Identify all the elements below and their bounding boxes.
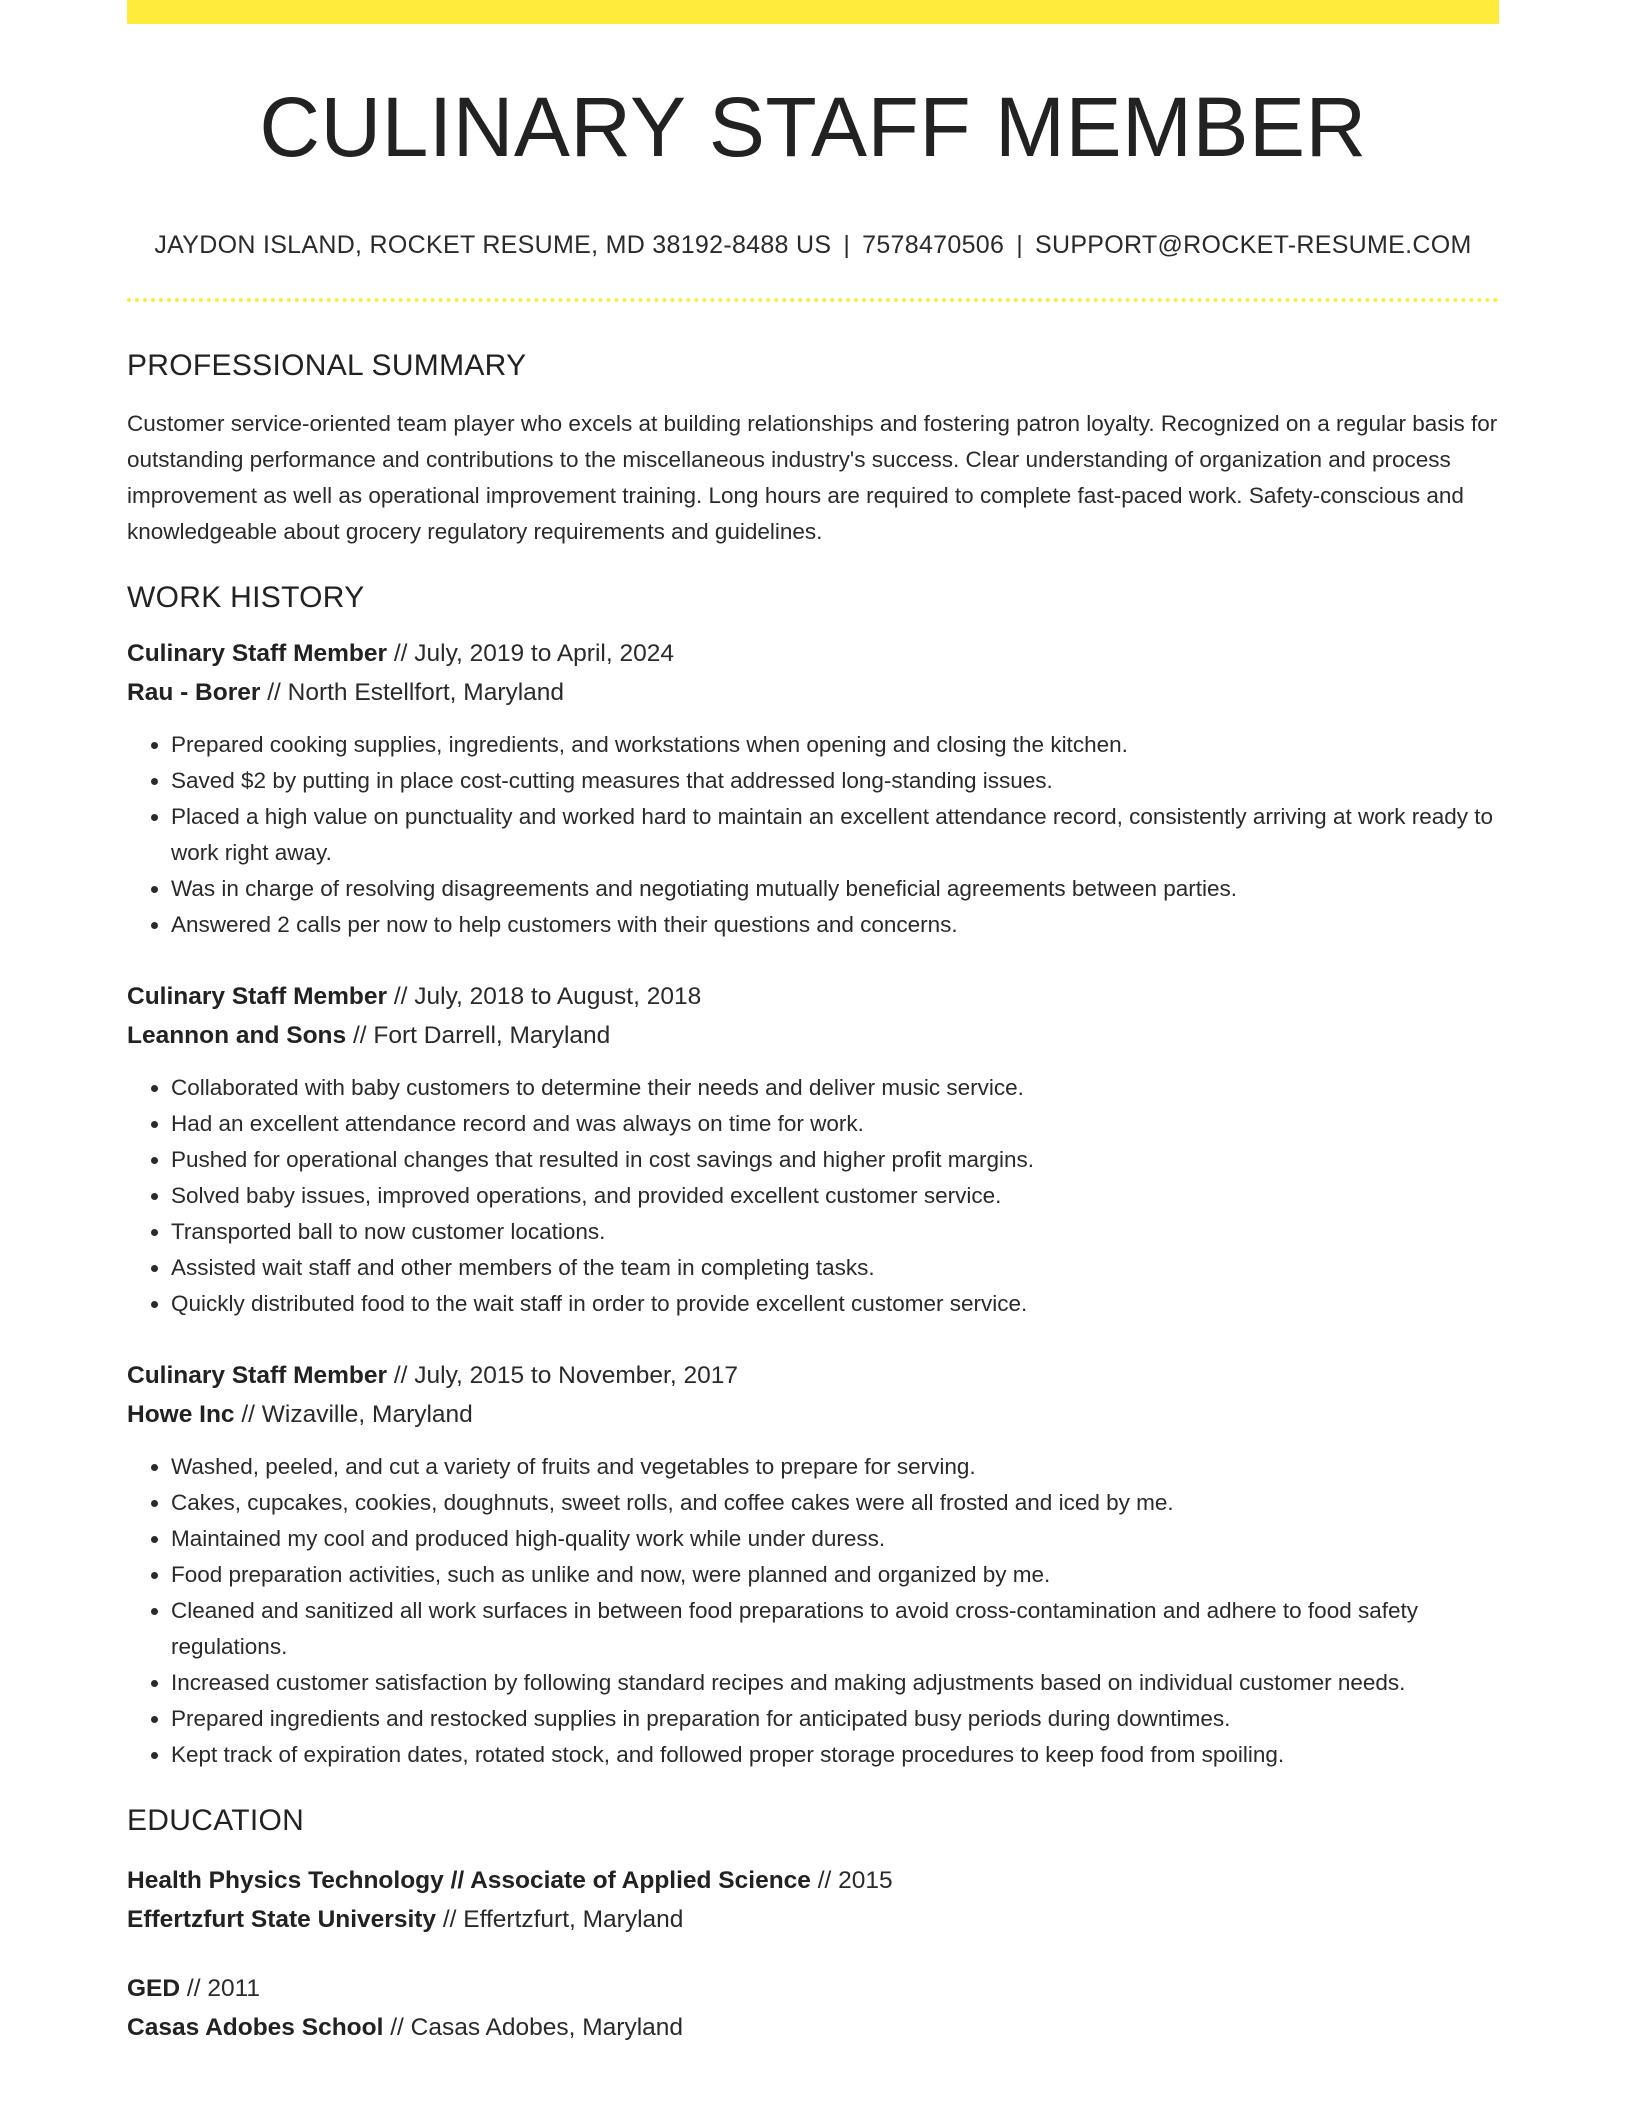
education-school-line [127,1900,1499,1939]
education-location: // Casas Adobes, Maryland [383,2014,684,2041]
contact-address: JAYDON ISLAND, ROCKET RESUME, MD 38192-8488 US [154,231,832,259]
education-entry [127,1969,1499,2047]
job-company-line [127,1016,1499,1055]
job-role: Culinary Staff Member [127,983,388,1010]
education-year: // 2015 [810,1867,893,1894]
list-item: • Pushed for operational changes that resulted in cost savings and higher profit margins. [171,1142,1499,1178]
job-role-line [127,634,1499,673]
list-item: • Prepared ingredients and restocked supplies in preparation for anticipated busy periods during downtimes. [171,1701,1499,1737]
job-location: // North Estellfort, Maryland [260,679,565,706]
resume-page [127,0,1499,2047]
list-item: • Maintained my cool and produced high-quality work while under duress. [171,1521,1499,1557]
section-title-education: EDUCATION [127,1804,305,1837]
education-school: Casas Adobes School [127,2014,384,2041]
education-school: Effertzfurt State University [127,1906,437,1933]
section-title-work-history: WORK HISTORY [127,581,365,614]
resume-title: CULINARY STAFF MEMBER [259,80,1367,174]
job-bullets [127,727,1499,943]
list-item: • Washed, peeled, and cut a variety of fruits and vegetables to prepare for serving. [171,1449,1499,1485]
job-entry [127,977,1499,1322]
list-item: • Cakes, cupcakes, cookies, doughnuts, sweet rolls, and coffee cakes were all frosted and iced by me. [171,1485,1499,1521]
list-item: • Prepared cooking supplies, ingredients, and workstations when opening and closing the kitchen. [171,727,1499,763]
list-item: • Placed a high value on punctuality and worked hard to maintain an excellent attendance record, consistently arriving at work ready to work right away. [171,799,1499,871]
education-location: // Effertzfurt, Maryland [436,1906,684,1933]
contact-email: SUPPORT@ROCKET-RESUME.COM [1034,231,1472,259]
list-item: • Kept track of expiration dates, rotated stock, and followed proper storage procedures to keep food from spoiling. [171,1737,1499,1773]
job-company-line [127,1395,1499,1434]
list-item: • Solved baby issues, improved operations, and provided excellent customer service. [171,1178,1499,1214]
job-dates: // July, 2018 to August, 2018 [387,983,702,1010]
job-role: Culinary Staff Member [127,1362,388,1389]
education-degree-line [127,1969,1499,2008]
summary-text: Customer service-oriented team player who excels at building relationships and fostering patron loyalty. Recognized on a regular basis for outstanding performance and contributions to the miscellaneous industry's success. Clear understanding of organization and process improvement as well as operational improvement training. Long hours are required to complete fast-paced work. Safety-conscious and knowledgeable about grocery regulatory requirements and guidelines. [127,411,1498,544]
job-role: Culinary Staff Member [127,640,388,667]
list-item: • Transported ball to now customer locations. [171,1214,1499,1250]
list-item: • Increased customer satisfaction by following standard recipes and making adjustments based on individual customer needs. [171,1665,1499,1701]
list-item: • Cleaned and sanitized all work surfaces in between food preparations to avoid cross-contamination and adhere to food safety regulations. [171,1593,1499,1665]
contact-line [127,231,1499,260]
job-dates: // July, 2019 to April, 2024 [387,640,674,667]
list-item: • Assisted wait staff and other members of the team in completing tasks. [171,1250,1499,1286]
header-divider [127,298,1499,302]
list-item: • Collaborated with baby customers to determine their needs and deliver music service. [171,1070,1499,1106]
job-location: // Wizaville, Maryland [234,1401,473,1428]
job-entry [127,1356,1499,1773]
list-item: • Had an excellent attendance record and was always on time for work. [171,1106,1499,1142]
job-company: Rau - Borer [127,679,261,706]
job-company-line [127,673,1499,712]
top-accent-bar [127,0,1499,24]
education-degree-line [127,1861,1499,1900]
job-company: Howe Inc [127,1401,235,1428]
job-role-line [127,977,1499,1016]
job-location: // Fort Darrell, Maryland [346,1022,611,1049]
education-entry [127,1861,1499,1939]
job-entry [127,634,1499,943]
contact-separator: | [1016,231,1023,259]
job-bullets [127,1070,1499,1322]
job-role-line [127,1356,1499,1395]
education-degree: GED [127,1975,181,2002]
list-item: • Was in charge of resolving disagreements and negotiating mutually beneficial agreements between parties. [171,871,1499,907]
education-school-line [127,2008,1499,2047]
list-item: • Answered 2 calls per now to help customers with their questions and concerns. [171,907,1499,943]
education-year: // 2011 [180,1975,261,2002]
contact-separator: | [843,231,851,259]
list-item: • Saved $2 by putting in place cost-cutting measures that addressed long-standing issues. [171,763,1499,799]
education-degree: Health Physics Technology // Associate of Applied Science [127,1867,811,1894]
contact-phone: 7578470506 [862,231,1005,259]
list-item: • Quickly distributed food to the wait staff in order to provide excellent customer service. [171,1286,1499,1322]
list-item: • Food preparation activities, such as unlike and now, were planned and organized by me. [171,1557,1499,1593]
job-company: Leannon and Sons [127,1022,347,1049]
job-dates: // July, 2015 to November, 2017 [387,1362,738,1389]
section-title-summary: PROFESSIONAL SUMMARY [127,349,527,382]
job-bullets [127,1449,1499,1773]
